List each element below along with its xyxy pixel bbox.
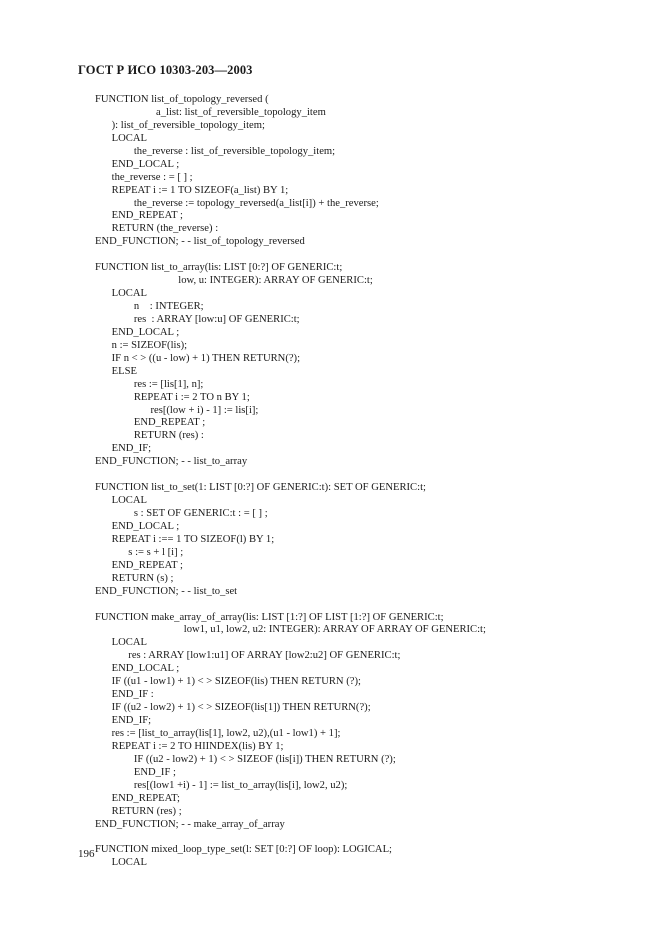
code-line: a_list: list_of_reversible_topology_item (156, 106, 326, 118)
document-header: ГОСТ Р ИСО 10303-203—2003 (78, 63, 253, 77)
code-listing (95, 94, 486, 870)
code-line: res[(low + i) - 1] := lis[i]; (150, 404, 259, 416)
code-line: ELSE (111, 365, 137, 377)
code-line: END_IF; (111, 715, 152, 726)
code-line: the_reverse := topology_reversed(a_list[i]) + the_reverse; (133, 197, 379, 209)
code-line: FUNCTION make_array_of_array(lis: LIST [1:?] OF LIST [1:?] OF GENERIC:t; (95, 611, 444, 623)
code-line: LOCAL (111, 857, 147, 869)
code-line: END_LOCAL ; (111, 326, 180, 338)
code-line: END_REPEAT ; (111, 210, 183, 222)
block-spacer (95, 249, 486, 262)
code-line: END_IF; (111, 443, 152, 455)
code-line: END_FUNCTION; - - list_to_set (95, 585, 238, 597)
code-line: REPEAT i := 2 TO HIINDEX(lis) BY 1; (111, 740, 284, 752)
code-line: REPEAT i := 1 TO SIZEOF(a_list) BY 1; (111, 184, 289, 196)
code-line: FUNCTION mixed_loop_type_set(l: SET [0:?] OF loop): LOGICAL; (95, 844, 392, 856)
code-line: END_FUNCTION; - - make_array_of_array (95, 818, 285, 830)
code-line: RETURN (res) ; (111, 805, 182, 817)
code-line: IF ((u2 - low2) + 1) < > SIZEOF(lis[1]) THEN RETURN(?); (111, 702, 371, 714)
code-line: LOCAL (111, 495, 147, 507)
code-line: n : INTEGER; (133, 301, 204, 312)
code-line: END_REPEAT; (111, 792, 180, 804)
code-line: LOCAL (111, 637, 147, 649)
code-line: s := s + l [i] ; (128, 546, 184, 558)
code-line: IF n < > ((u - low) + 1) THEN RETURN(?); (111, 352, 301, 364)
code-line: REPEAT i := 2 TO n BY 1; (133, 391, 250, 403)
code-line: RETURN (res) : (133, 430, 204, 442)
code-line: IF ((u2 - low2) + 1) < > SIZEOF (lis[i]) THEN RETURN (?); (133, 753, 396, 765)
code-line: low, u: INTEGER): ARRAY OF GENERIC:t; (178, 275, 373, 287)
code-line: res := [lis[1], n]; (133, 378, 204, 390)
code-line: REPEAT i :== 1 TO SIZEOF(l) BY 1; (111, 533, 275, 545)
page-number: 196 (78, 848, 95, 860)
code-line: n := SIZEOF(lis); (111, 339, 188, 351)
code-line: FUNCTION list_to_array(lis: LIST [0:?] OF GENERIC:t; (95, 262, 343, 274)
code-line: END_IF ; (133, 766, 176, 778)
code-line: END_REPEAT ; (133, 417, 206, 429)
code-line: END_FUNCTION; - - list_of_topology_reversed (95, 236, 305, 248)
block-spacer (95, 599, 486, 612)
code-line: res[(low1 +i) - 1] := list_to_array(lis[i], low2, u2); (133, 779, 348, 791)
code-line: ): list_of_reversible_topology_item; (111, 119, 265, 131)
code-line: RETURN (the_reverse) : (111, 223, 219, 235)
code-line: END_LOCAL ; (111, 158, 180, 170)
block-spacer (95, 831, 486, 844)
code-line: END_FUNCTION; - - list_to_array (95, 456, 248, 468)
code-line: FUNCTION list_of_topology_reversed ( (95, 94, 269, 105)
code-line: LOCAL (111, 132, 147, 144)
code-line: FUNCTION list_to_set(1: LIST [0:?] OF GENERIC:t): SET OF GENERIC:t; (95, 482, 426, 494)
block-spacer (95, 469, 486, 482)
code-line: END_LOCAL ; (111, 520, 180, 532)
code-line: IF ((u1 - low1) + 1) < > SIZEOF(lis) THEN RETURN (?); (111, 676, 361, 688)
code-line: the_reverse : = [ ] ; (111, 171, 193, 183)
code-line: low1, u1, low2, u2: INTEGER): ARRAY OF ARRAY OF GENERIC:t; (183, 624, 486, 636)
code-line: s : SET OF GENERIC:t : = [ ] ; (133, 508, 268, 519)
code-line: res := [list_to_array(lis[1], low2, u2),(u1 - low1) + 1]; (111, 727, 341, 739)
code-line: res : ARRAY [low:u] OF GENERIC:t; (133, 313, 300, 325)
code-line: RETURN (s) ; (111, 572, 174, 584)
code-line: LOCAL (111, 288, 147, 300)
code-line: res : ARRAY [low1:u1] OF ARRAY [low2:u2] OF GENERIC:t; (128, 650, 401, 662)
code-line: the_reverse : list_of_reversible_topology_item; (133, 145, 336, 157)
code-line: END_IF : (111, 689, 154, 701)
code-line: END_REPEAT ; (111, 559, 183, 571)
code-line: END_LOCAL ; (111, 663, 180, 675)
